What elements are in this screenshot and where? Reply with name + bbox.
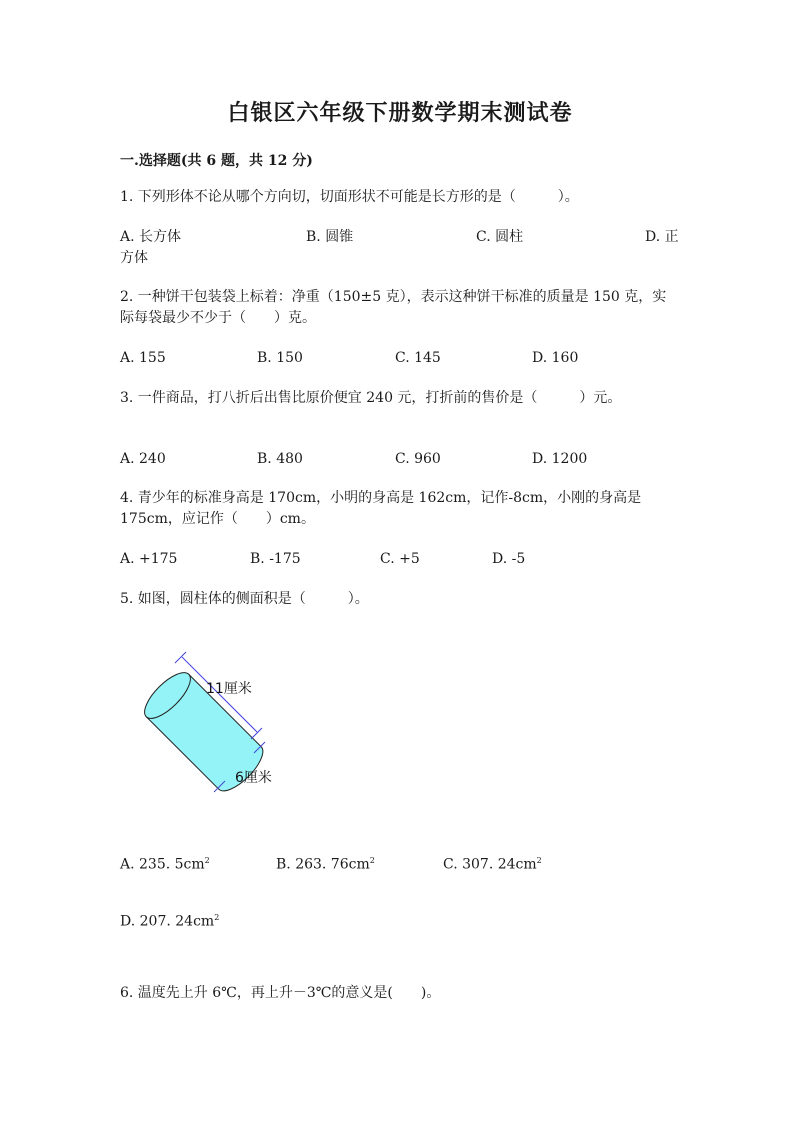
question-2-stem: 2. 一种饼干包装袋上标着：净重（150±5 克），表示这种饼干标准的质量是 150 克，实际每袋最少不少于（ ）克。 <box>120 289 667 326</box>
section-heading: 一.选择题(共 6 题，共 12 分) <box>120 153 313 169</box>
question-5-option-a[interactable] <box>120 850 210 876</box>
unit-superscript: 2 <box>369 856 375 865</box>
question-4-option-b[interactable]: B. -175 <box>250 551 301 567</box>
question-1-option-c[interactable]: C. 圆柱 <box>476 229 524 245</box>
question-5-stem: 5. 如图，圆柱体的侧面积是（ ）。 <box>120 591 369 607</box>
cylinder-figure <box>120 640 290 805</box>
question-5-option-d-text: D. 207. 24cm <box>120 913 215 930</box>
question-5-option-d[interactable] <box>120 907 219 933</box>
question-2-option-a[interactable]: A. 155 <box>120 350 166 366</box>
length-dimension-tick-start <box>175 652 186 663</box>
question-1-stem: 1. 下列形体不论从哪个方向切，切面形状不可能是长方形的是（ ）。 <box>120 189 579 205</box>
question-3-option-d[interactable]: D. 1200 <box>532 451 588 467</box>
unit-superscript: 2 <box>536 856 542 865</box>
question-5-option-b[interactable] <box>276 850 375 876</box>
question-2-option-b[interactable]: B. 150 <box>257 350 303 366</box>
unit-superscript: 2 <box>214 913 220 922</box>
question-3-option-b[interactable]: B. 480 <box>257 451 303 467</box>
question-4-option-c[interactable]: C. +5 <box>380 551 420 567</box>
question-4-option-a[interactable]: A. +175 <box>120 551 178 567</box>
question-2-option-c[interactable]: C. 145 <box>395 350 441 366</box>
question-4-stem: 4. 青少年的标准身高是 170cm，小明的身高是 162cm，记作-8cm，小刚的身高是 175cm，应记作（ ）cm。 <box>120 490 642 527</box>
question-1-option-a[interactable]: A. 长方体 <box>120 229 182 245</box>
question-5-option-c-text: C. 307. 24cm <box>443 856 537 873</box>
question-4-option-d[interactable]: D. -5 <box>492 551 526 567</box>
question-3-option-a[interactable]: A. 240 <box>120 451 166 467</box>
question-3-stem: 3. 一件商品，打八折后出售比原价便宜 240 元，打折前的售价是（ ）元。 <box>120 390 622 406</box>
question-6-stem: 6. 温度先上升 6℃，再上升－3℃的意义是( )。 <box>120 985 441 1001</box>
question-1-option-d-wrap: 方体 <box>120 250 148 266</box>
diameter-label: 6厘米 <box>235 770 272 786</box>
question-1-option-d[interactable]: D. 正 <box>645 229 679 245</box>
question-5-option-b-text: B. 263. 76cm <box>276 856 370 873</box>
question-3-option-c[interactable]: C. 960 <box>395 451 441 467</box>
question-5-option-a-text: A. 235. 5cm <box>120 856 205 873</box>
question-5-option-c[interactable] <box>443 850 542 876</box>
question-1-option-b[interactable]: B. 圆锥 <box>306 229 354 245</box>
page-title: 白银区六年级下册数学期末测试卷 <box>227 100 573 126</box>
question-2-option-d[interactable]: D. 160 <box>532 350 579 366</box>
length-label: 11厘米 <box>206 681 252 697</box>
length-dimension-tick-end <box>251 728 262 739</box>
unit-superscript: 2 <box>204 856 210 865</box>
